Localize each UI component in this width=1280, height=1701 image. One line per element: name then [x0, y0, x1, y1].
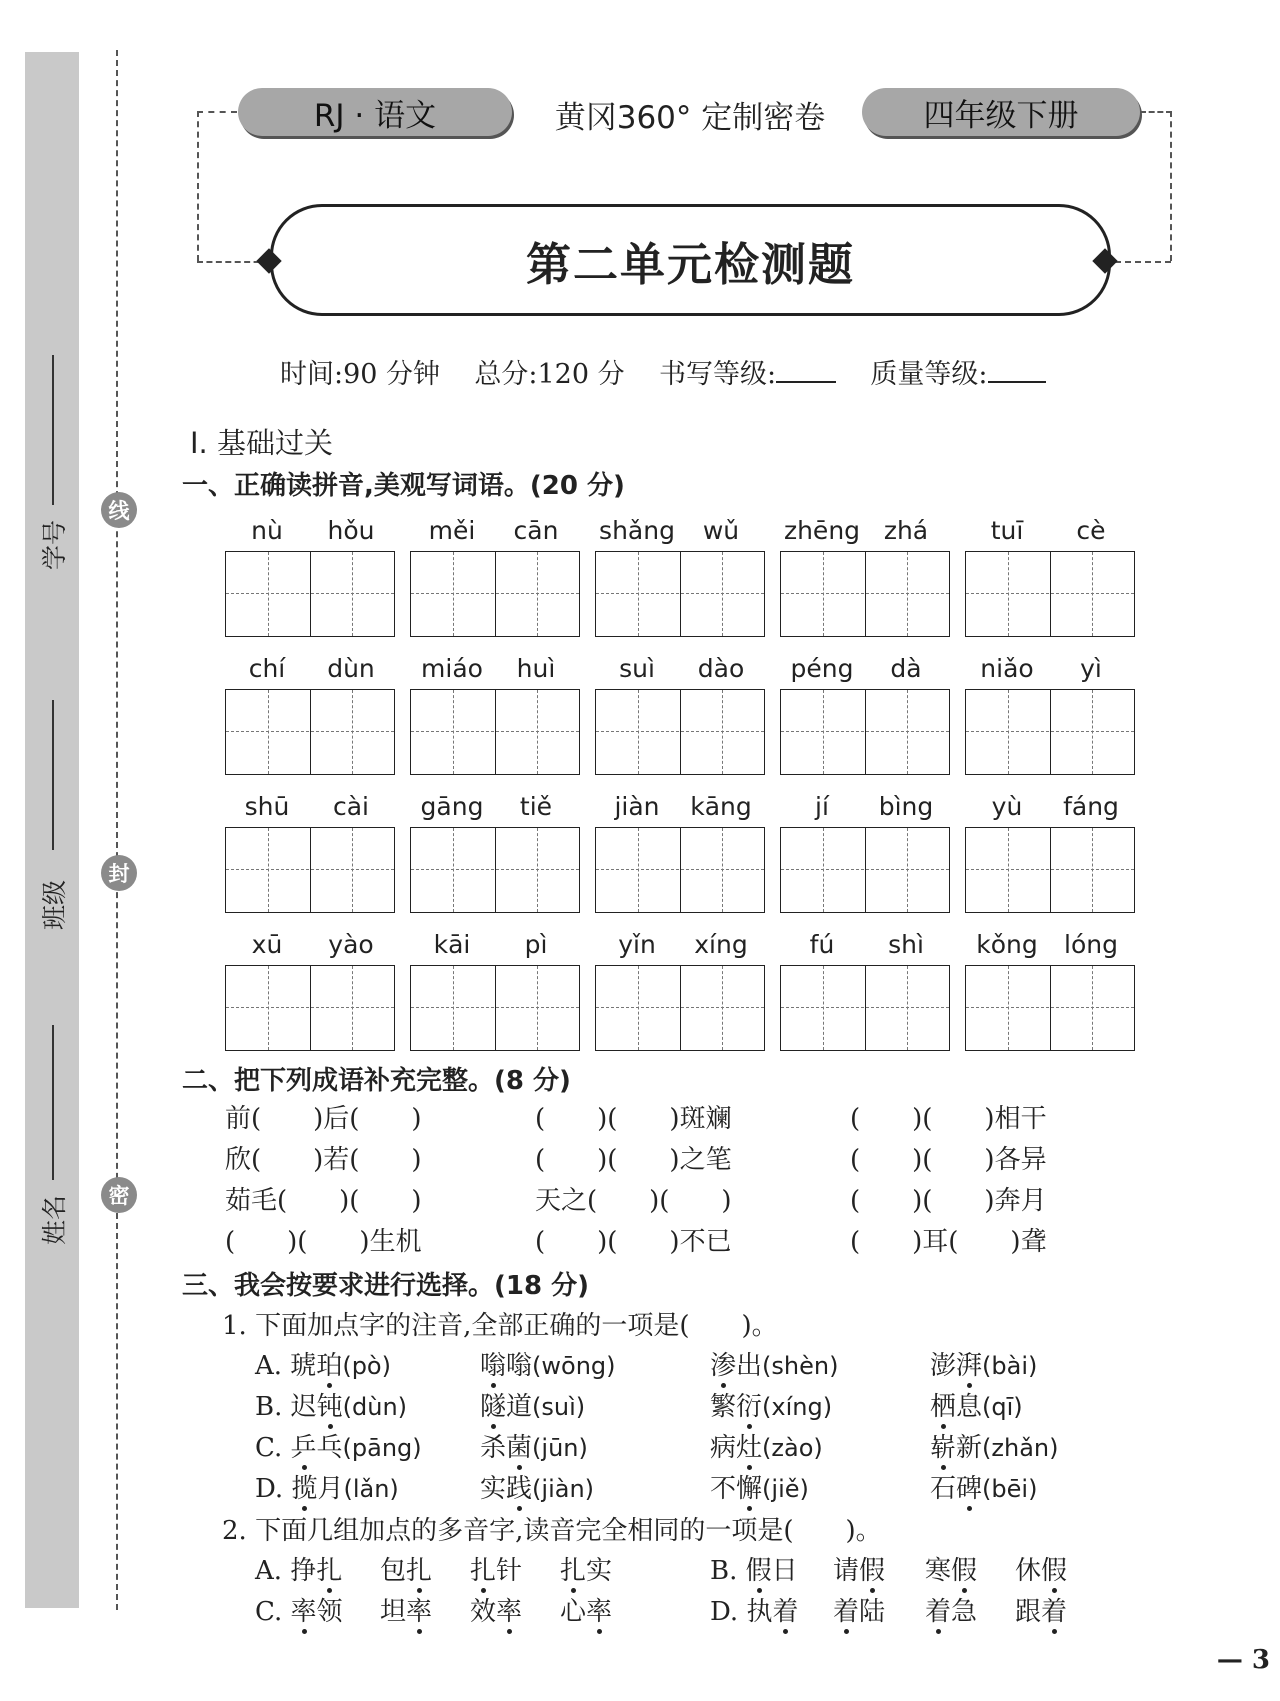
- writing-box[interactable]: [225, 689, 395, 775]
- pinyin-label: miáo: [421, 654, 483, 683]
- option-term: 隧道(suì): [480, 1392, 586, 1422]
- exam-meta: [280, 352, 1046, 391]
- option-term: 坦率: [380, 1597, 433, 1627]
- dotted-character: 扎: [316, 1556, 343, 1586]
- option-term: 渗出(shèn): [710, 1351, 839, 1381]
- pinyin-label: fáng: [1063, 792, 1119, 821]
- option-pinyin: (dùn): [342, 1393, 408, 1421]
- option-term: 包扎: [380, 1556, 433, 1586]
- option-pinyin: (pāng): [342, 1434, 422, 1462]
- pinyin-label: tuī: [990, 516, 1024, 545]
- frame-dash: [1170, 111, 1172, 261]
- grade-pill: 四年级下册: [862, 88, 1140, 136]
- section-heading: Ⅰ. 基础过关: [190, 426, 333, 460]
- pinyin-label: chí: [248, 654, 286, 683]
- choice-option[interactable]: [1015, 1591, 1067, 1628]
- seal-seal-stamp: 封: [101, 855, 137, 891]
- choice-option[interactable]: [1015, 1550, 1067, 1587]
- option-term: A. 挣扎: [255, 1556, 343, 1586]
- option-pinyin: (wōng): [532, 1352, 616, 1380]
- choice-option[interactable]: [710, 1427, 823, 1464]
- pinyin-label: tiě: [519, 792, 553, 821]
- dotted-character: 着: [1041, 1597, 1068, 1627]
- student-id-field[interactable]: [52, 355, 54, 505]
- choice-option[interactable]: [255, 1386, 407, 1423]
- option-pinyin: (qī): [982, 1393, 1023, 1421]
- pinyin-label: wǔ: [702, 516, 740, 545]
- pinyin-label: yì: [1080, 654, 1102, 683]
- dotted-character: 钝: [316, 1392, 343, 1422]
- dotted-character: 践: [506, 1474, 533, 1504]
- option-term: 着陆: [833, 1597, 886, 1627]
- pinyin-label: kāng: [690, 792, 752, 821]
- pinyin-label: jiàn: [614, 792, 660, 821]
- writing-box[interactable]: [225, 965, 395, 1051]
- dotted-character: 嗡: [480, 1351, 507, 1381]
- writing-box[interactable]: [595, 689, 765, 775]
- frame-dash: [197, 111, 237, 113]
- idiom-item[interactable]: ( )( )生机: [225, 1227, 422, 1257]
- page-title: 第二单元检测题: [525, 237, 855, 291]
- q3-item2-stem: 2. 下面几组加点的多音字,读音完全相同的一项是( )。: [222, 1516, 882, 1546]
- idiom-item[interactable]: ( )( )各异: [850, 1145, 1047, 1175]
- option-term: 心率: [560, 1597, 613, 1627]
- choice-option[interactable]: [480, 1427, 588, 1464]
- pinyin-label: cè: [1076, 516, 1106, 545]
- seal-secret-stamp: 密: [101, 1177, 137, 1213]
- idiom-item[interactable]: ( )( )奔月: [850, 1186, 1047, 1216]
- pinyin-label: nù: [251, 516, 283, 545]
- choice-option[interactable]: [255, 1468, 399, 1505]
- dotted-character: 乒: [290, 1433, 317, 1463]
- writing-box[interactable]: [965, 965, 1135, 1051]
- dotted-character: 率: [586, 1597, 613, 1627]
- dotted-character: 衍: [736, 1392, 763, 1422]
- idiom-item[interactable]: ( )( )不已: [535, 1227, 732, 1257]
- idiom-item[interactable]: 茹毛( )( ): [225, 1186, 422, 1216]
- dotted-character: 着: [925, 1597, 952, 1627]
- option-term: 栖息(qī): [930, 1392, 1023, 1422]
- choice-option[interactable]: [255, 1591, 343, 1628]
- option-pinyin: (suì): [532, 1393, 586, 1421]
- writing-box[interactable]: [780, 551, 950, 637]
- option-term: 请假: [833, 1556, 886, 1586]
- writing-box[interactable]: [965, 827, 1135, 913]
- pinyin-label: měi: [428, 516, 476, 545]
- q1-heading: 一、正确读拼音,美观写词语。(20 分): [182, 471, 625, 501]
- pinyin-label: dà: [890, 654, 922, 683]
- option-term: 扎针: [470, 1556, 523, 1586]
- choice-option[interactable]: [833, 1550, 885, 1587]
- option-pinyin: (jiàn): [532, 1475, 595, 1503]
- option-term: B. 假日: [710, 1556, 798, 1586]
- choice-option[interactable]: [930, 1386, 1023, 1423]
- writing-box[interactable]: [225, 551, 395, 637]
- dotted-character: 隧: [480, 1392, 507, 1422]
- writing-box[interactable]: [595, 827, 765, 913]
- option-term: 跟着: [1015, 1597, 1068, 1627]
- writing-box[interactable]: [595, 551, 765, 637]
- quality-grade-label: 质量等级:: [870, 359, 988, 390]
- option-pinyin: (jūn): [532, 1434, 588, 1462]
- pinyin-label: xū: [251, 930, 283, 959]
- idiom-item[interactable]: ( )耳( )聋: [850, 1227, 1047, 1257]
- pinyin-label: kǒng: [976, 930, 1038, 959]
- dotted-character: 假: [859, 1556, 886, 1586]
- pinyin-label: hǒu: [327, 516, 375, 545]
- choice-option[interactable]: [380, 1591, 432, 1628]
- class-label: 班级: [40, 879, 69, 930]
- pinyin-label: yào: [328, 930, 374, 959]
- option-term: B. 迟钝(dùn): [255, 1392, 408, 1422]
- pinyin-label: suì: [619, 654, 655, 683]
- choice-option[interactable]: [925, 1550, 977, 1587]
- page-number: — 3: [1216, 1645, 1270, 1675]
- idiom-item[interactable]: ( )( )相干: [850, 1104, 1047, 1134]
- option-term: 休假: [1015, 1556, 1068, 1586]
- pinyin-label: cài: [332, 792, 369, 821]
- choice-option[interactable]: [930, 1427, 1058, 1464]
- pinyin-label: huì: [516, 654, 556, 683]
- option-term: A. 琥珀(pò): [255, 1351, 391, 1381]
- option-pinyin: (pò): [342, 1352, 391, 1380]
- choice-option[interactable]: [710, 1550, 798, 1587]
- pinyin-label: kāi: [433, 930, 471, 959]
- dotted-character: 扎: [406, 1556, 433, 1586]
- writing-box[interactable]: [410, 551, 580, 637]
- q2-heading: 二、把下列成语补充完整。(8 分): [182, 1066, 571, 1096]
- brand-title: 黄冈360° 定制密卷: [554, 99, 826, 136]
- choice-option[interactable]: [710, 1591, 798, 1628]
- option-pinyin: (lǎn): [343, 1475, 399, 1503]
- option-term: 扎实: [560, 1556, 613, 1586]
- dotted-character: 懈: [736, 1474, 763, 1504]
- pinyin-label: shū: [244, 792, 290, 821]
- choice-option[interactable]: [255, 1345, 391, 1382]
- option-pinyin: (xíng): [762, 1393, 833, 1421]
- cut-line: [116, 50, 118, 1610]
- pinyin-label: zhēng: [783, 516, 861, 545]
- dotted-character: 着: [772, 1597, 799, 1627]
- pinyin-label: xíng: [694, 930, 748, 959]
- class-field[interactable]: [52, 700, 54, 850]
- option-term: 嗡嗡(wōng): [480, 1351, 616, 1381]
- writing-box[interactable]: [965, 551, 1135, 637]
- choice-option[interactable]: [470, 1550, 522, 1587]
- option-term: 澎湃(bài): [930, 1351, 1038, 1381]
- writing-box[interactable]: [225, 827, 395, 913]
- name-field[interactable]: [52, 1025, 54, 1180]
- option-term: 杀菌(jūn): [480, 1433, 588, 1463]
- pinyin-label: bìng: [878, 792, 934, 821]
- option-pinyin: (shèn): [762, 1352, 839, 1380]
- dotted-character: 碑: [956, 1474, 983, 1504]
- pinyin-label: cān: [513, 516, 559, 545]
- writing-grade-label: 书写等级:: [658, 359, 777, 390]
- writing-box[interactable]: [410, 689, 580, 775]
- option-term: C. 率领: [255, 1597, 343, 1627]
- pinyin-label: jí: [815, 792, 829, 821]
- option-pinyin: (jiě): [762, 1475, 809, 1503]
- choice-option[interactable]: [480, 1468, 594, 1505]
- dotted-character: 扎: [560, 1556, 587, 1586]
- dotted-character: 崭: [930, 1433, 957, 1463]
- dotted-character: 率: [406, 1597, 433, 1627]
- q3-heading: 三、我会按要求进行选择。(18 分): [182, 1271, 589, 1301]
- title-banner: [270, 204, 1111, 316]
- student-id-label: 学号: [40, 519, 69, 570]
- choice-option[interactable]: [930, 1345, 1037, 1382]
- pinyin-label: shì: [888, 930, 924, 959]
- quality-grade-field[interactable]: [988, 357, 1046, 383]
- choice-option[interactable]: [560, 1550, 612, 1587]
- option-term: 崭新(zhǎn): [930, 1433, 1059, 1463]
- dotted-character: 假: [1041, 1556, 1068, 1586]
- choice-option[interactable]: [710, 1468, 809, 1505]
- dotted-character: 湃: [956, 1351, 983, 1381]
- pinyin-label: zhá: [883, 516, 929, 545]
- option-term: 繁衍(xíng): [710, 1392, 833, 1422]
- writing-grade-field[interactable]: [776, 357, 836, 383]
- option-term: 实践(jiàn): [480, 1474, 595, 1504]
- pinyin-label: shǎng: [599, 516, 675, 545]
- pinyin-label: lóng: [1064, 930, 1118, 959]
- idiom-item[interactable]: ( )( )之笔: [535, 1145, 732, 1175]
- option-term: 寒假: [925, 1556, 978, 1586]
- dotted-character: 菌: [506, 1433, 533, 1463]
- pinyin-label: péng: [790, 654, 854, 683]
- q3-item1-stem: 1. 下面加点字的注音,全部正确的一项是( )。: [222, 1311, 778, 1341]
- writing-box[interactable]: [780, 827, 950, 913]
- option-pinyin: (zhǎn): [982, 1434, 1059, 1462]
- frame-dash: [197, 111, 199, 261]
- option-pinyin: (zào): [762, 1434, 823, 1462]
- pinyin-label: pì: [524, 930, 548, 959]
- pinyin-label: niǎo: [980, 654, 1034, 683]
- pinyin-label: yǐn: [618, 930, 656, 959]
- choice-option[interactable]: [930, 1468, 1037, 1505]
- pinyin-label: gāng: [420, 792, 484, 821]
- dotted-character: 着: [833, 1597, 860, 1627]
- dotted-character: 率: [496, 1597, 523, 1627]
- writing-box[interactable]: [410, 965, 580, 1051]
- choice-option[interactable]: [255, 1550, 342, 1587]
- option-term: C. 乒乓(pāng): [255, 1433, 422, 1463]
- idiom-item[interactable]: ( )( )斑斓: [535, 1104, 732, 1134]
- choice-option[interactable]: [470, 1591, 522, 1628]
- writing-box[interactable]: [780, 965, 950, 1051]
- choice-option[interactable]: [255, 1427, 422, 1464]
- choice-option[interactable]: [833, 1591, 885, 1628]
- option-term: 着急: [925, 1597, 978, 1627]
- idiom-item[interactable]: 欣( )若( ): [225, 1145, 422, 1175]
- pinyin-label: fú: [809, 930, 835, 959]
- option-term: D. 执着: [710, 1597, 799, 1627]
- option-pinyin: (bēi): [982, 1475, 1038, 1503]
- time-info: 时间:90 分钟: [280, 359, 441, 390]
- choice-option[interactable]: [560, 1591, 612, 1628]
- name-label: 姓名: [40, 1194, 69, 1245]
- seal-line-stamp: 线: [101, 492, 137, 528]
- pinyin-label: dùn: [327, 654, 375, 683]
- dotted-character: 灶: [736, 1433, 763, 1463]
- writing-box[interactable]: [595, 965, 765, 1051]
- option-term: 效率: [470, 1597, 523, 1627]
- writing-box[interactable]: [965, 689, 1135, 775]
- pinyin-label: yù: [991, 792, 1023, 821]
- dotted-character: 珀: [316, 1351, 343, 1381]
- choice-option[interactable]: [925, 1591, 977, 1628]
- idiom-item[interactable]: 天之( )( ): [535, 1186, 732, 1216]
- dotted-character: 扎: [470, 1556, 497, 1586]
- writing-box[interactable]: [410, 827, 580, 913]
- option-term: 病灶(zào): [710, 1433, 823, 1463]
- option-pinyin: (bài): [982, 1352, 1038, 1380]
- dotted-character: 假: [951, 1556, 978, 1586]
- idiom-item[interactable]: 前( )后( ): [225, 1104, 422, 1134]
- pinyin-label: dào: [697, 654, 745, 683]
- dotted-character: 假: [745, 1556, 772, 1586]
- choice-option[interactable]: [380, 1550, 432, 1587]
- choice-option[interactable]: [710, 1345, 838, 1382]
- dotted-character: 率: [290, 1597, 317, 1627]
- dotted-character: 揽: [291, 1474, 318, 1504]
- frame-dash: [1140, 111, 1172, 113]
- choice-option[interactable]: [480, 1345, 616, 1382]
- choice-option[interactable]: [710, 1386, 832, 1423]
- subject-pill: RJ · 语文: [238, 88, 512, 136]
- option-term: 石碑(bēi): [930, 1474, 1038, 1504]
- option-term: 不懈(jiě): [710, 1474, 809, 1504]
- option-term: D. 揽月(lǎn): [255, 1474, 399, 1504]
- writing-box[interactable]: [780, 689, 950, 775]
- score-info: 总分:120 分: [474, 359, 625, 390]
- dotted-character: 渗: [710, 1351, 737, 1381]
- choice-option[interactable]: [480, 1386, 585, 1423]
- dotted-character: 栖: [930, 1392, 957, 1422]
